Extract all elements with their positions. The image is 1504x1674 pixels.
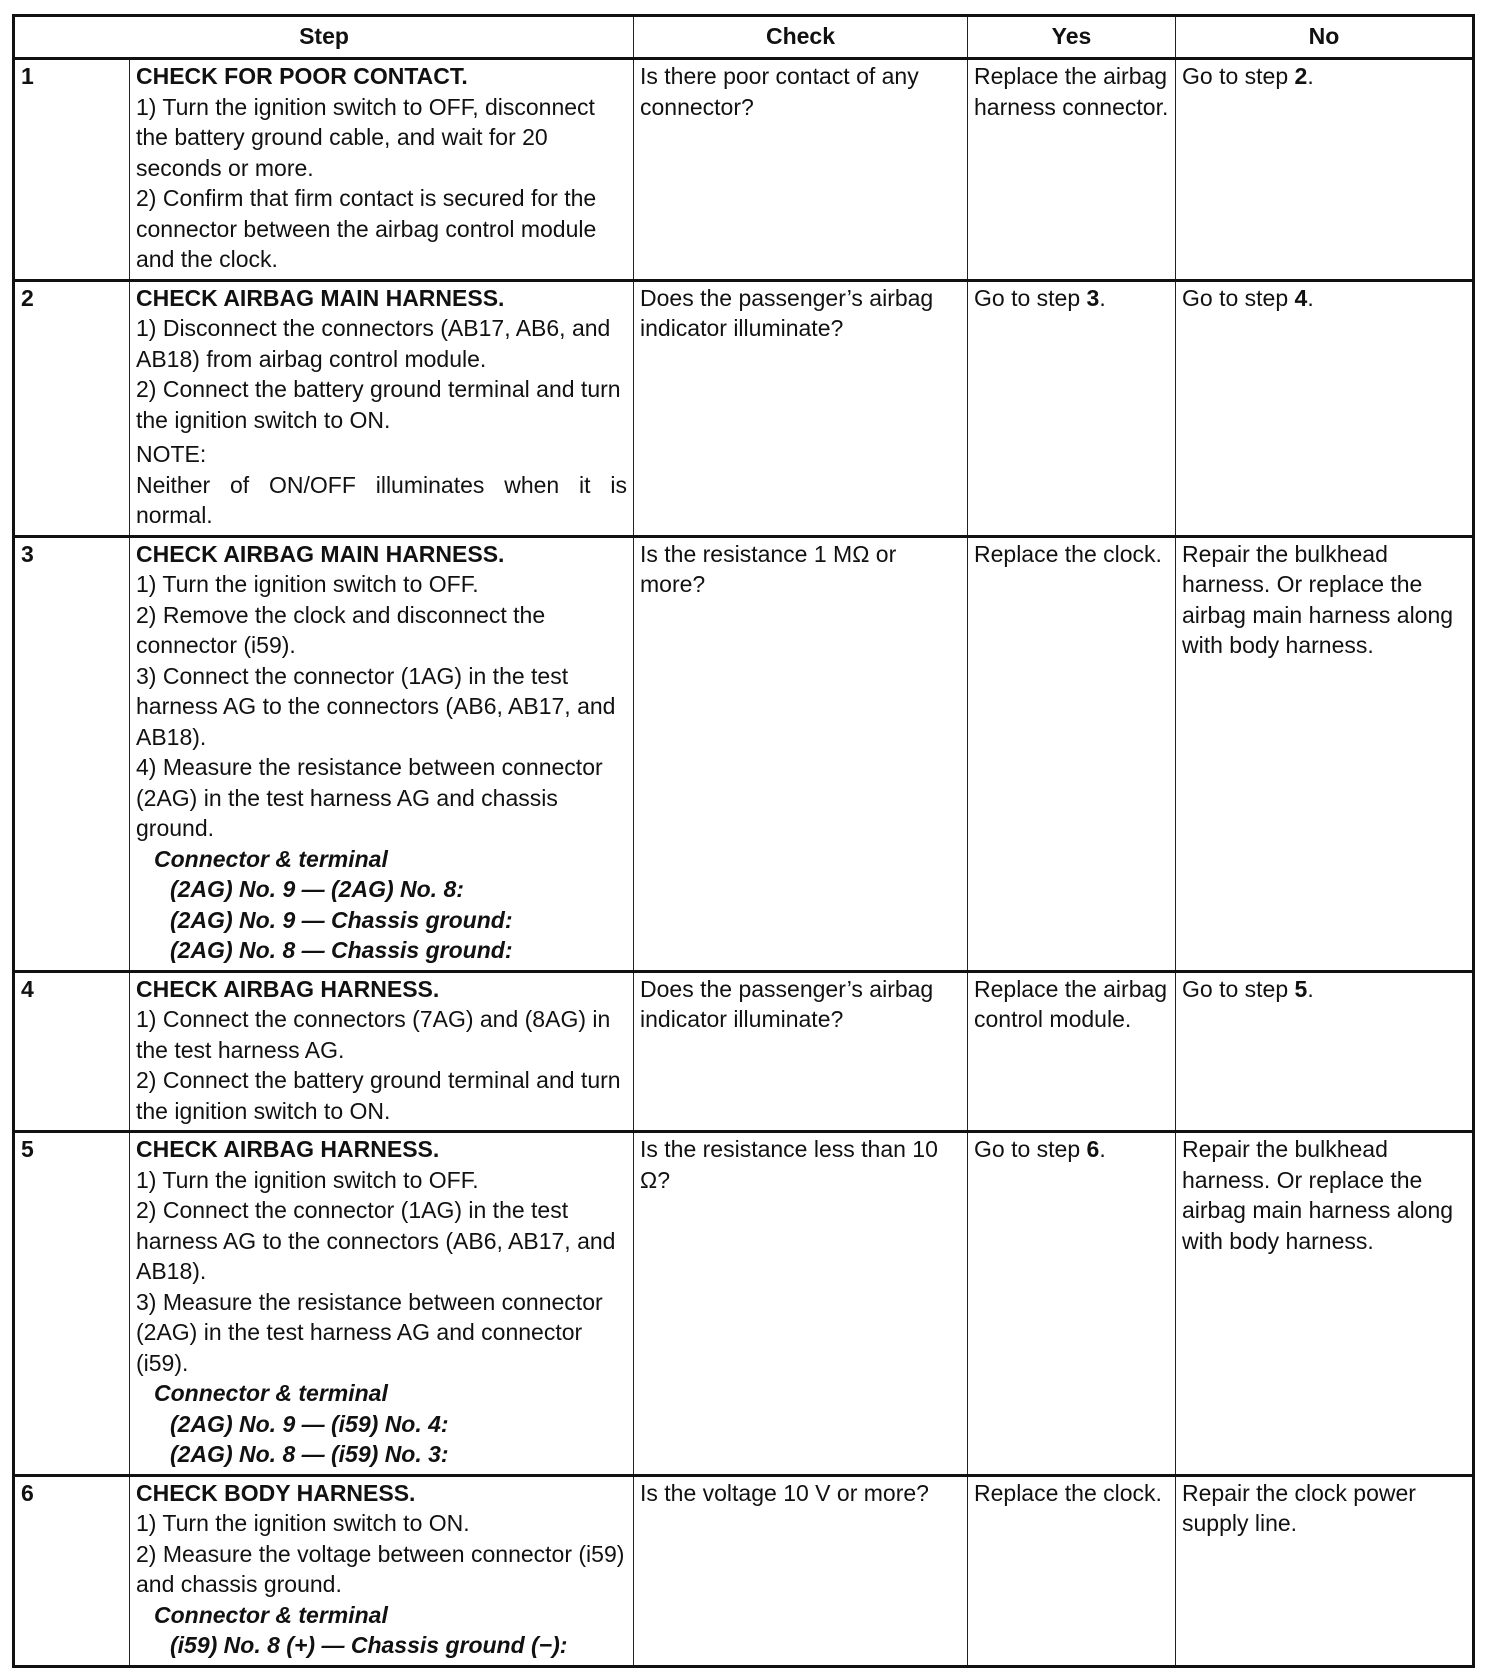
step-instruction: 1) Disconnect the connectors (AB17, AB6, and AB18) from airbag control module. (136, 315, 611, 372)
header-check: Check (634, 16, 968, 59)
table-row (14, 280, 1474, 536)
yes-action: Replace the airbag harness connector. (968, 59, 1176, 281)
yes-action (968, 1132, 1176, 1476)
step-description (130, 59, 634, 281)
yes-action: Replace the clock. (968, 536, 1176, 971)
no-action-suffix: . (1307, 63, 1314, 89)
step-number: 1 (14, 59, 130, 281)
step-instruction: 2) Connect the battery ground terminal and turn the ignition switch to ON. (136, 1067, 621, 1124)
no-action-text: Go to step (1182, 63, 1295, 89)
header-no: No (1176, 16, 1474, 59)
table-row (14, 1475, 1474, 1666)
step-instruction: 2) Confirm that firm contact is secured for the connector between the airbag control module and the clock. (136, 185, 597, 272)
yes-action-suffix: . (1099, 284, 1106, 311)
table-header-row (14, 16, 1474, 59)
note-text: Neither of ON/OFF illuminates when it is normal. (136, 471, 627, 528)
check-question: Does the passenger’s airbag indicator illuminate? (634, 280, 968, 536)
yes-action (968, 280, 1176, 536)
connector-terminal-item: (2AG) No. 9 — Chassis ground: (170, 906, 513, 933)
diagnostic-procedure-table (12, 14, 1475, 1668)
yes-action-text: Go to step (974, 1136, 1087, 1162)
step-number: 2 (14, 280, 130, 536)
step-instruction: 1) Turn the ignition switch to ON. (136, 1510, 470, 1536)
no-action (1176, 971, 1474, 1132)
step-instruction: 1) Turn the ignition switch to OFF, disconnect the battery ground cable, and wait for 20 seconds or more. (136, 93, 595, 181)
connector-terminal-item: (2AG) No. 9 — (2AG) No. 8: (170, 876, 464, 902)
step-instruction: 1) Turn the ignition switch to OFF. (136, 571, 479, 597)
step-instruction: 3) Measure the resistance between connector (2AG) in the test harness AG and connector (i59). (136, 1288, 603, 1376)
connector-terminal-heading: Connector & terminal (154, 845, 388, 872)
check-question: Is the voltage 10 V or more? (634, 1475, 968, 1666)
step-instruction: 4) Measure the resistance between connector (2AG) in the test harness AG and chassis ground. (136, 754, 603, 841)
step-instruction: 1) Connect the connectors (7AG) and (8AG) in the test harness AG. (136, 1006, 611, 1063)
no-action-step: 2 (1294, 63, 1308, 89)
step-number: 3 (14, 536, 130, 971)
no-action-suffix: . (1307, 284, 1314, 311)
yes-action-step: 3 (1086, 284, 1100, 311)
step-number: 5 (14, 1132, 130, 1476)
check-question: Does the passenger’s airbag indicator illuminate? (634, 971, 968, 1132)
table-row (14, 971, 1474, 1132)
step-description (130, 536, 634, 971)
step-title: CHECK AIRBAG HARNESS. (136, 975, 440, 1002)
step-title: CHECK BODY HARNESS. (136, 1479, 416, 1506)
diagnostic-table-container (12, 14, 1472, 1668)
yes-action-step: 6 (1086, 1136, 1100, 1162)
connector-terminal-item: (i59) No. 8 (+) — Chassis ground (−): (170, 1632, 568, 1658)
step-title: CHECK AIRBAG HARNESS. (136, 1136, 440, 1162)
step-description (130, 971, 634, 1132)
no-action-suffix: . (1307, 975, 1314, 1002)
note-label: NOTE: (136, 441, 207, 467)
step-title: CHECK FOR POOR CONTACT. (136, 63, 468, 89)
step-instruction: 2) Connect the battery ground terminal and turn the ignition switch to ON. (136, 376, 621, 433)
table-row (14, 1132, 1474, 1476)
step-description (130, 280, 634, 536)
yes-action-suffix: . (1099, 1136, 1106, 1162)
connector-terminal-heading: Connector & terminal (154, 1601, 388, 1628)
yes-action: Replace the clock. (968, 1475, 1176, 1666)
no-action-step: 5 (1294, 975, 1308, 1002)
step-description (130, 1475, 634, 1666)
no-action: Repair the bulkhead harness. Or replace the airbag main harness along with body harness. (1176, 1132, 1474, 1476)
no-action (1176, 280, 1474, 536)
connector-terminal-item: (2AG) No. 8 — Chassis ground: (170, 937, 513, 963)
step-instruction: 2) Connect the connector (1AG) in the test harness AG to the connectors (AB6, AB17, and AB18). (136, 1197, 616, 1284)
no-action-step: 4 (1294, 284, 1308, 311)
no-action (1176, 59, 1474, 281)
connector-terminal-heading: Connector & terminal (154, 1380, 388, 1406)
header-step: Step (14, 16, 634, 59)
check-question: Is there poor contact of any connector? (634, 59, 968, 281)
no-action: Repair the clock power supply line. (1176, 1475, 1474, 1666)
step-instruction: 2) Measure the voltage between connector (i59) and chassis ground. (136, 1540, 625, 1597)
step-number: 6 (14, 1475, 130, 1666)
header-yes: Yes (968, 16, 1176, 59)
connector-terminal-item: (2AG) No. 8 — (i59) No. 3: (170, 1441, 449, 1467)
table-row (14, 59, 1474, 281)
yes-action-text: Go to step (974, 284, 1087, 311)
no-action-text: Go to step (1182, 975, 1295, 1002)
check-question: Is the resistance 1 MΩ or more? (634, 536, 968, 971)
connector-terminal-item: (2AG) No. 9 — (i59) No. 4: (170, 1410, 449, 1437)
check-question: Is the resistance less than 10 Ω? (634, 1132, 968, 1476)
step-description (130, 1132, 634, 1476)
step-number: 4 (14, 971, 130, 1132)
step-instruction: 3) Connect the connector (1AG) in the test harness AG to the connectors (AB6, AB17, and AB18). (136, 662, 616, 750)
yes-action: Replace the airbag control module. (968, 971, 1176, 1132)
step-title: CHECK AIRBAG MAIN HARNESS. (136, 284, 505, 311)
no-action: Repair the bulkhead harness. Or replace the airbag main harness along with body harness. (1176, 536, 1474, 971)
no-action-text: Go to step (1182, 284, 1295, 311)
step-instruction: 2) Remove the clock and disconnect the connector (i59). (136, 601, 546, 658)
table-row (14, 536, 1474, 971)
step-title: CHECK AIRBAG MAIN HARNESS. (136, 540, 505, 567)
step-instruction: 1) Turn the ignition switch to OFF. (136, 1166, 479, 1193)
